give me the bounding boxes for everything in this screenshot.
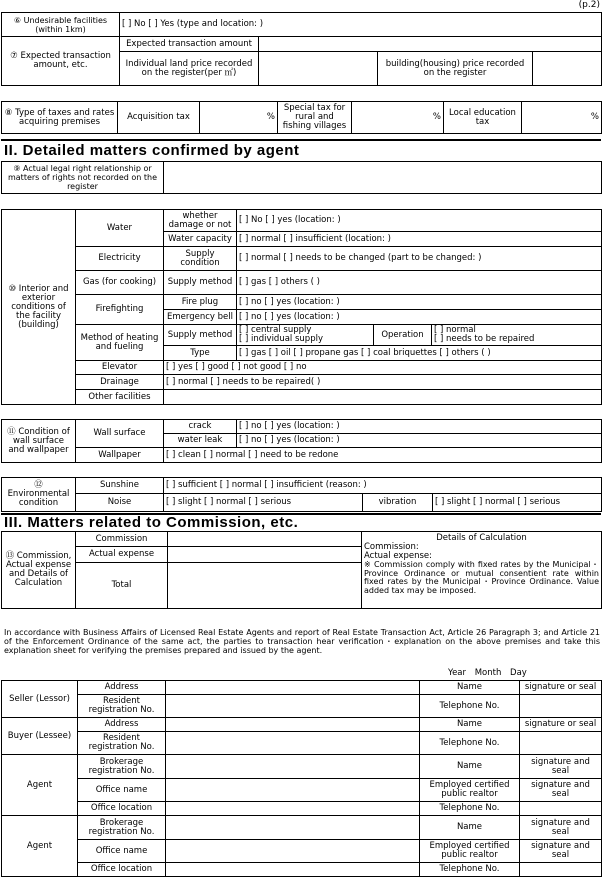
operation-normal-option[interactable]: [ ] normal xyxy=(434,325,476,335)
electricity-value[interactable]: [ ] normal [ ] needs to be changed (part to be changed: ) xyxy=(237,247,602,271)
other-facilities-label: Other facilities xyxy=(76,390,164,405)
gas-supply-method-label: Supply method xyxy=(164,271,237,295)
acquisition-tax-label: Acquisition tax xyxy=(118,102,200,134)
calculation-expense: Actual expense: xyxy=(364,551,432,561)
fire-plug-value[interactable]: [ ] no [ ] yes (location: ) xyxy=(237,295,602,310)
interior-label: ⑩ Interior and exterior conditions of the facility (building) xyxy=(2,210,76,405)
gas-value[interactable]: [ ] gas [ ] others ( ) xyxy=(237,271,602,295)
agent-1-telephone-label: Telephone No. xyxy=(420,802,520,816)
operation-label: Operation xyxy=(374,325,432,346)
buyer-resident-label: Resident registration No. xyxy=(78,732,166,755)
heating-label: Method of heating and fueling xyxy=(76,325,164,361)
crack-value[interactable]: [ ] no [ ] yes (location: ) xyxy=(237,420,602,434)
heating-supply-method-label: Supply method xyxy=(164,325,237,346)
actual-expense-label: Actual expense xyxy=(76,547,168,563)
drainage-value[interactable]: [ ] normal [ ] needs to be repaired( ) xyxy=(164,375,602,390)
individual-supply-option[interactable]: [ ] individual supply xyxy=(239,334,323,344)
agent-2-label: Agent xyxy=(2,816,78,877)
total-field[interactable] xyxy=(168,563,362,609)
agent-2-name-signature[interactable]: signature and seal xyxy=(520,816,602,840)
wallpaper-value[interactable]: [ ] clean [ ] normal [ ] need to be redone xyxy=(164,448,602,463)
seller-resident-label: Resident registration No. xyxy=(78,695,166,718)
facilities-transaction-table xyxy=(1,12,602,86)
page-number: (p.2) xyxy=(578,0,600,10)
buyer-address-label: Address xyxy=(78,718,166,732)
agent-2-name-label: Name xyxy=(420,816,520,840)
agent-1-office-location-field[interactable] xyxy=(166,802,420,816)
water-leak-value[interactable]: [ ] no [ ] yes (location: ) xyxy=(237,434,602,448)
wall-label: ⑪ Condition of wall surface and wallpaper xyxy=(2,420,76,463)
agent-1-telephone-field[interactable] xyxy=(520,802,602,816)
wallpaper-label: Wallpaper xyxy=(76,448,164,463)
agent-1-office-name-field[interactable] xyxy=(166,779,420,802)
agent-2-brokerage-label: Brokerage registration No. xyxy=(78,816,166,840)
agent-2-realtor-label: Employed certified public realtor xyxy=(420,840,520,863)
agent-2-office-location-field[interactable] xyxy=(166,863,420,877)
taxes-table xyxy=(1,101,602,134)
seller-resident-field[interactable] xyxy=(166,695,420,718)
water-capacity-value[interactable]: [ ] normal [ ] insufficient (location: ) xyxy=(237,232,602,247)
water-damage-value[interactable]: [ ] No [ ] yes (location: ) xyxy=(237,210,602,232)
actual-legal-label: ⑨ Actual legal right relationship or matters of rights not recorded on the register xyxy=(2,162,164,194)
date-line: Year Month Day xyxy=(448,668,527,678)
noise-value[interactable]: [ ] slight [ ] normal [ ] serious xyxy=(164,494,363,512)
section-2-title: II. Detailed matters confirmed by agent xyxy=(4,142,300,159)
local-education-tax-field[interactable]: % xyxy=(522,102,602,134)
central-supply-option[interactable]: [ ] central supply xyxy=(239,325,312,335)
agent-1-name-signature[interactable]: signature and seal xyxy=(520,755,602,779)
special-tax-label: Special tax for rural and fishing villages xyxy=(278,102,352,134)
agent-2-telephone-field[interactable] xyxy=(520,863,602,877)
agent-2-office-location-label: Office location xyxy=(78,863,166,877)
buyer-telephone-field[interactable] xyxy=(520,732,602,755)
buyer-label: Buyer (Lessee) xyxy=(2,718,78,755)
statement-paragraph: In accordance with Business Affairs of Licensed Real Estate Agents and report of Real Estate Transaction Act, Article 26 Paragraph 3; and Article 21 of the Enforcement Ordinance of the same act, the parties to transaction hear verification・explanation on the above premises and take this explanation sheet for verifying the premises prepared and issued by the agent. xyxy=(4,628,600,655)
seller-label: Seller (Lessor) xyxy=(2,681,78,718)
vibration-value[interactable]: [ ] slight [ ] normal [ ] serious xyxy=(433,494,602,512)
calculation-details xyxy=(362,532,602,609)
electricity-label: Electricity xyxy=(76,247,164,271)
operation-repair-option[interactable]: [ ] needs to be repaired xyxy=(434,334,535,344)
seller-name-label: Name xyxy=(420,681,520,695)
emergency-bell-value[interactable]: [ ] no [ ] yes (location: ) xyxy=(237,310,602,325)
drainage-label: Drainage xyxy=(76,375,164,390)
vibration-label: vibration xyxy=(363,494,433,512)
seller-address-field[interactable] xyxy=(166,681,420,695)
heating-type-value[interactable]: [ ] gas [ ] oil [ ] propane gas [ ] coal briquettes [ ] others ( ) xyxy=(237,346,602,361)
acquisition-tax-field[interactable]: % xyxy=(200,102,278,134)
agent-2-realtor-signature[interactable]: signature and seal xyxy=(520,840,602,863)
actual-legal-field[interactable] xyxy=(164,162,602,194)
wall-surface-label: Wall surface xyxy=(76,420,164,448)
sunshine-value[interactable]: [ ] sufficient [ ] normal [ ] insufficient (reason: ) xyxy=(164,478,602,494)
buyer-telephone-label: Telephone No. xyxy=(420,732,520,755)
commission-note: ※ Commission comply with fixed rates by the Municipal・Province Ordinance or mutual consentient rate within fixed rates by the Municipal・Province Ordinance. Value added tax may be imposed. xyxy=(364,560,599,595)
interior-conditions-table xyxy=(1,209,602,405)
water-leak-label: water leak xyxy=(164,434,237,448)
water-label: Water xyxy=(76,210,164,247)
elevator-value[interactable]: [ ] yes [ ] good [ ] not good [ ] no xyxy=(164,361,602,375)
local-education-tax-label: Local education tax xyxy=(444,102,522,134)
supply-condition-label: Supply condition xyxy=(164,247,237,271)
taxes-label: ⑧ Type of taxes and rates acquiring premises xyxy=(2,102,118,134)
commission-label: ⑬ Commission, Actual expense and Details of Calculation xyxy=(2,532,76,609)
calculation-details-title: Details of Calculation xyxy=(436,533,527,543)
seller-telephone-field[interactable] xyxy=(520,695,602,718)
actual-legal-table xyxy=(1,161,602,194)
fire-plug-label: Fire plug xyxy=(164,295,237,310)
seller-signature-field[interactable]: signature or seal xyxy=(520,681,602,695)
noise-label: Noise xyxy=(76,494,164,512)
heating-type-label: Type xyxy=(164,346,237,361)
section-3-title: III. Matters related to Commission, etc. xyxy=(4,514,299,531)
environment-table xyxy=(1,477,602,512)
building-price-field[interactable] xyxy=(533,52,602,86)
sunshine-label: Sunshine xyxy=(76,478,164,494)
agent-1-label: Agent xyxy=(2,755,78,816)
expected-amount-field[interactable] xyxy=(259,37,602,52)
undesirable-facilities-value[interactable]: [ ] No [ ] Yes (type and location: ) xyxy=(120,13,602,37)
other-facilities-field[interactable] xyxy=(164,390,602,405)
elevator-label: Elevator xyxy=(76,361,164,375)
commission-row-label: Commission xyxy=(76,532,168,547)
land-price-field[interactable] xyxy=(259,52,378,86)
land-price-label: Individual land price recorded on the register(per ㎡) xyxy=(120,52,259,86)
emergency-bell-label: Emergency bell xyxy=(164,310,237,325)
crack-label: crack xyxy=(164,420,237,434)
gas-label: Gas (for cooking) xyxy=(76,271,164,295)
wall-condition-table xyxy=(1,419,602,463)
buyer-signature-field[interactable]: signature or seal xyxy=(520,718,602,732)
buyer-resident-field[interactable] xyxy=(166,732,420,755)
parties-table xyxy=(1,680,602,877)
calculation-commission: Commission: xyxy=(364,542,419,552)
agent-1-office-name-label: Office name xyxy=(78,779,166,802)
commission-field[interactable] xyxy=(168,532,362,547)
expected-amount-label: Expected transaction amount xyxy=(120,37,259,52)
firefighting-label: Firefighting xyxy=(76,295,164,325)
agent-1-realtor-signature[interactable]: signature and seal xyxy=(520,779,602,802)
agent-1-realtor-label: Employed certified public realtor xyxy=(420,779,520,802)
water-capacity-label: Water capacity xyxy=(164,232,237,247)
agent-2-office-name-label: Office name xyxy=(78,840,166,863)
building-price-label: building(housing) price recorded on the register xyxy=(378,52,533,86)
agent-2-brokerage-field[interactable] xyxy=(166,816,420,840)
agent-1-brokerage-field[interactable] xyxy=(166,755,420,779)
section-rule xyxy=(1,139,601,141)
agent-1-office-location-label: Office location xyxy=(78,802,166,816)
heating-supply-value[interactable] xyxy=(237,325,374,346)
actual-expense-field[interactable] xyxy=(168,547,362,563)
total-label: Total xyxy=(76,563,168,609)
buyer-address-field[interactable] xyxy=(166,718,420,732)
expected-transaction-label: ⑦ Expected transaction amount, etc. xyxy=(2,37,120,86)
seller-address-label: Address xyxy=(78,681,166,695)
seller-telephone-label: Telephone No. xyxy=(420,695,520,718)
operation-value[interactable] xyxy=(432,325,602,346)
environment-label: ⑫ Environmental condition xyxy=(2,478,76,512)
undesirable-facilities-label: ⑥ Undesirable facilities (within 1km) xyxy=(2,13,120,37)
special-tax-field[interactable]: % xyxy=(352,102,444,134)
water-damage-label: whether damage or not xyxy=(164,210,237,232)
agent-1-brokerage-label: Brokerage registration No. xyxy=(78,755,166,779)
agent-2-telephone-label: Telephone No. xyxy=(420,863,520,877)
buyer-name-label: Name xyxy=(420,718,520,732)
agent-2-office-name-field[interactable] xyxy=(166,840,420,863)
agent-1-name-label: Name xyxy=(420,755,520,779)
commission-table xyxy=(1,531,602,609)
